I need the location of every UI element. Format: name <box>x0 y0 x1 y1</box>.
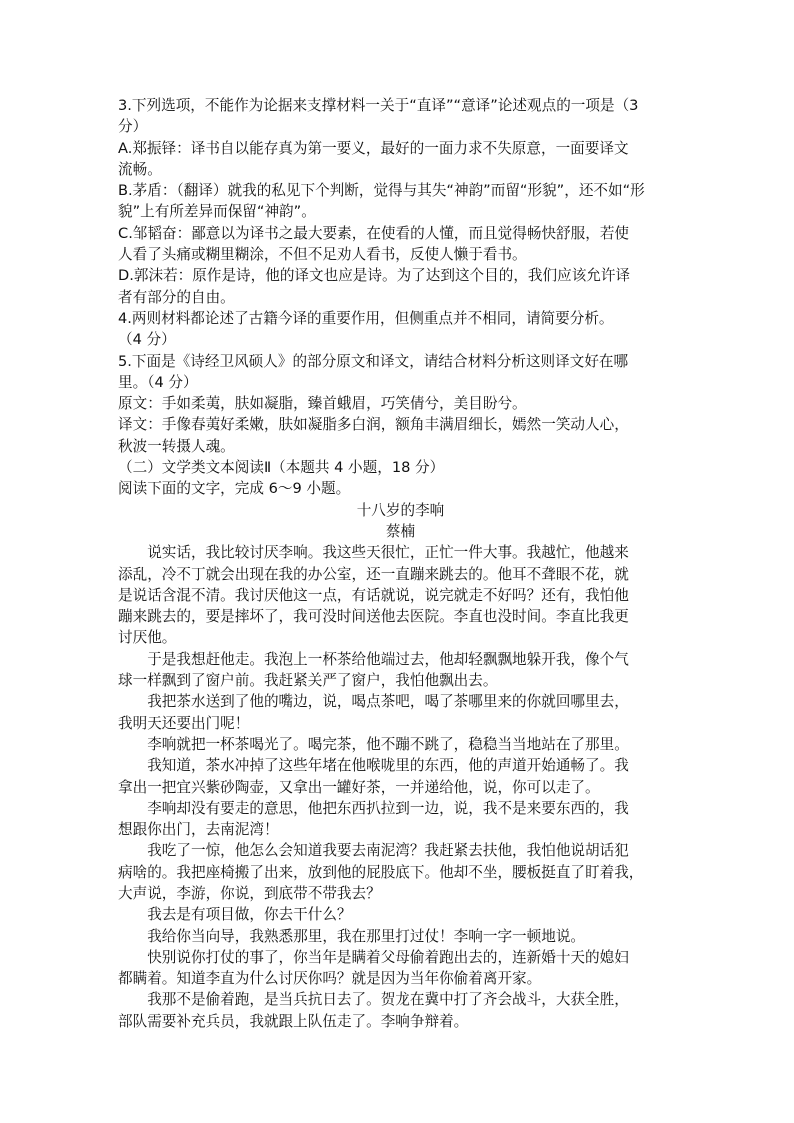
story-line: 球一样飘到了窗户前。我赶紧关严了窗户，我怕他飘出去。 <box>118 672 498 690</box>
option-c-cont: 人看了头痛或糊里糊涂，不但不足劝人看书，反使人懒于看书。 <box>118 246 527 264</box>
story-paragraph: 我把茶水送到了他的嘴边，说，喝点茶吧，喝了茶哪里来的你就回哪里去， <box>147 693 629 711</box>
story-line: 拿出一把宜兴紫砂陶壶，又拿出一罐好茶，一并递给他，说，你可以走了。 <box>118 778 600 796</box>
question-5-stem-cont: 里。（4 分） <box>118 373 198 391</box>
option-b-cont: 貌”上有所差异而保留“神韵”。 <box>118 203 316 221</box>
question-3 <box>118 95 683 308</box>
question-3-stem-cont: 分） <box>118 118 148 136</box>
story-line: 添乱，冷不丁就会出现在我的办公室，还一直蹦来跳去的。他耳不聋眼不花，就 <box>118 565 629 583</box>
story-line: 我明天还要出门呢！ <box>118 714 250 732</box>
story-title: 十八岁的李响 <box>356 501 445 519</box>
story-paragraph: 我给你当向导，我熟悉那里，我在那里打过仗！李响一字一顿地说。 <box>147 927 586 945</box>
translation-text-cont: 秋波一转摄人魂。 <box>118 437 235 455</box>
story-paragraph: 我知道，茶水冲掉了这些年堵在他喉咙里的东西，他的声道开始通畅了。我 <box>147 757 629 775</box>
question-4-stem: 4.两则材料都论述了古籍今译的重要作用，但侧重点并不相同，请简要分析。 <box>118 309 614 327</box>
story-body <box>118 542 683 1032</box>
story-paragraph: 李响就把一杯茶喝光了。喝完茶，他不蹦不跳了，稳稳当当地站在了那里。 <box>147 735 629 753</box>
story-paragraph: 李响却没有要走的意思，他把东西扒拉到一边，说，我不是来要东西的，我 <box>147 799 629 817</box>
translation-text: 译文：手像春荑好柔嫩，肤如凝脂多白润，额角丰满眉细长，嫣然一笑动人心， <box>118 416 629 434</box>
story-line: 病啥的。我把座椅搬了出来，放到他的屁股底下。他却不坐，腰板挺直了盯着我， <box>118 863 644 881</box>
section-instruction: 阅读下面的文字，完成 6～9 小题。 <box>118 480 351 498</box>
story-line: 是说话含混不清。我讨厌他这一点，有话就说，说完就走不好吗？还有，我怕他 <box>118 586 629 604</box>
story-line: 部队需要补充兵员，我就跟上队伍走了。李响争辩着。 <box>118 1012 469 1030</box>
story-line: 都瞒着。知道李直为什么讨厌你吗？就是因为当年你偷着离开家。 <box>118 970 542 988</box>
question-3-stem: 3.下列选项，不能作为论据来支撑材料一关于“直译”“意译”论述观点的一项是（3 <box>118 97 639 114</box>
question-5-stem: 5.下面是《诗经卫风硕人》的部分原文和译文，请结合材料分析这则译文好在哪 <box>118 352 629 370</box>
option-d-cont: 者有部分的自由。 <box>118 288 235 306</box>
story-line: 大声说，李游，你说，到底带不带我去？ <box>118 884 381 902</box>
option-b: B.茅盾：（翻译）就我的私见下个判断，觉得与其失“神韵”而留“形貌”，还不如“形 <box>118 182 645 200</box>
section-heading: （二）文学类文本阅读Ⅱ（本题共 4 小题，18 分） <box>118 459 445 477</box>
question-5 <box>118 351 683 457</box>
original-text: 原文：手如柔荑，肤如凝脂，臻首蛾眉，巧笑倩兮，美目盼兮。 <box>118 395 527 413</box>
option-d: D.郭沫若：原作是诗，他的译文也应是诗。为了达到这个目的，我们应该允许译 <box>118 267 631 285</box>
story-paragraph: 于是我想赶他走。我泡上一杯茶给他端过去，他却轻飘飘地躲开我，像个气 <box>147 650 629 668</box>
question-4-points: （4 分） <box>118 331 176 349</box>
story-author: 蔡楠 <box>385 522 416 540</box>
option-a: A.郑振铎：译书自以能存真为第一要义，最好的一面力求不失原意，一面要译文 <box>118 139 629 157</box>
story-line: 讨厌他。 <box>118 629 177 647</box>
story-paragraph: 我那不是偷着跑，是当兵抗日去了。贺龙在冀中打了齐会战斗，大获全胜， <box>147 991 629 1009</box>
story-paragraph: 我吃了一惊，他怎么会知道我要去南泥湾？我赶紧去扶他，我怕他说胡话犯 <box>147 842 629 860</box>
story-paragraph: 我去是有项目做，你去干什么？ <box>147 906 352 924</box>
option-a-cont: 流畅。 <box>118 160 162 178</box>
story-paragraph: 说实话，我比较讨厌李响。我这些天很忙，正忙一件大事。我越忙，他越来 <box>147 544 629 562</box>
story-paragraph: 快别说你打仗的事了，你当年是瞒着父母偷着跑出去的，连新婚十天的媳妇 <box>147 948 629 966</box>
question-4 <box>118 308 683 351</box>
story-line: 蹦来跳去的，要是摔坏了，我可没时间送他去医院。李直也没时间。李直比我更 <box>118 608 629 626</box>
option-c: C.邹韬奋：鄙意以为译书之最大要素，在使看的人懂，而且觉得畅快舒服，若使 <box>118 224 630 242</box>
document-page <box>118 95 683 1032</box>
story-line: 想跟你出门，去南泥湾！ <box>118 821 279 839</box>
